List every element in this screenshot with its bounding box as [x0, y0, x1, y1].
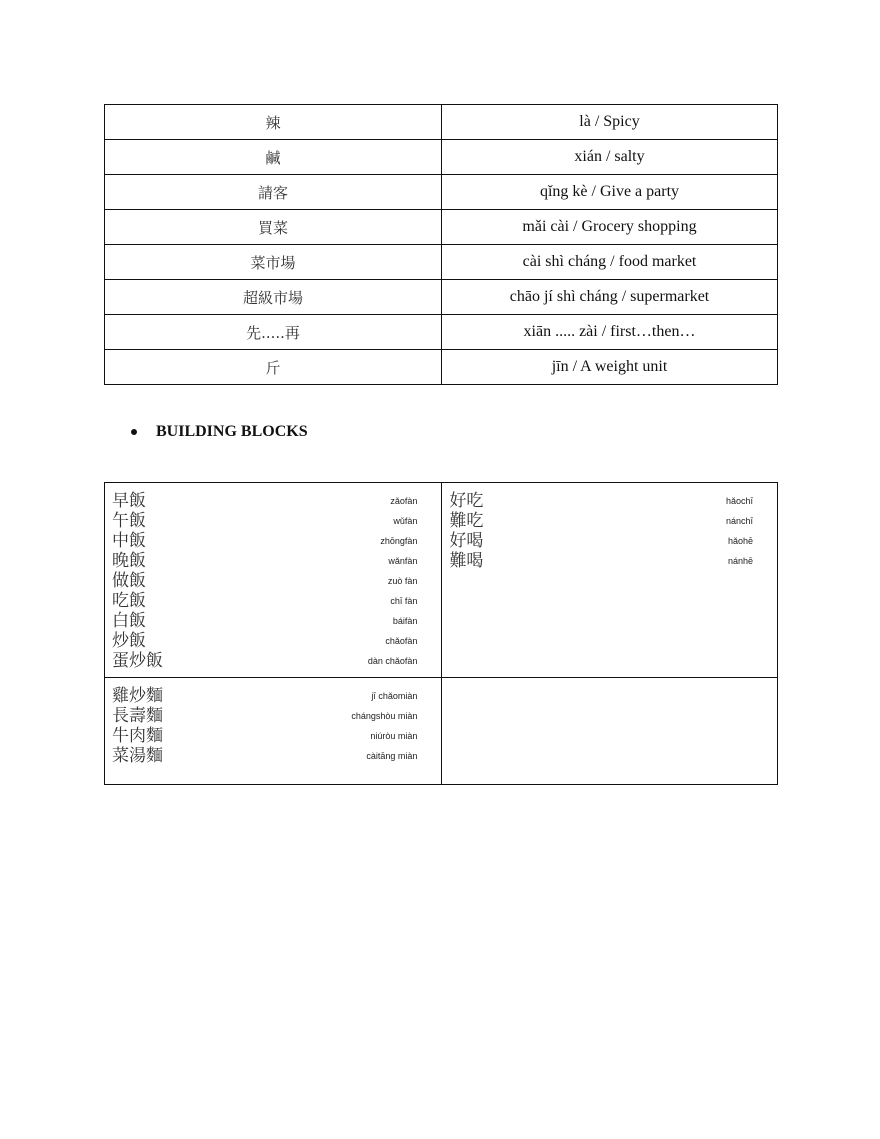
hanzi: 白飯 — [112, 611, 146, 631]
list-item — [112, 511, 417, 531]
chinese-term: 鹹 — [105, 140, 442, 175]
hanzi: 吃飯 — [112, 591, 146, 611]
mian-cell — [105, 678, 442, 785]
list-item — [112, 611, 417, 631]
pinyin: dàn chǎofàn — [367, 656, 418, 666]
pinyin-translation: chāo jí shì cháng / supermarket — [442, 280, 778, 315]
pinyin-translation: qǐng kè / Give a party — [442, 175, 778, 210]
hanzi: 菜湯麵 — [112, 746, 163, 766]
chinese-term: 請客 — [105, 175, 442, 210]
list-item — [449, 491, 753, 511]
chinese-term: 超級市場 — [105, 280, 442, 315]
pinyin: niúròu miàn — [370, 731, 418, 741]
hanzi: 蛋炒飯 — [112, 651, 163, 671]
table-row — [105, 210, 778, 245]
pinyin-translation: mǎi cài / Grocery shopping — [442, 210, 778, 245]
table-row — [105, 678, 778, 785]
hanzi: 做飯 — [112, 571, 146, 591]
list-item — [112, 571, 417, 591]
pinyin: càitāng miàn — [366, 751, 418, 761]
section-heading — [131, 423, 308, 441]
pinyin: chǎofàn — [385, 636, 418, 646]
pinyin: wǔfàn — [393, 516, 418, 526]
pinyin: chī fàn — [390, 596, 418, 606]
list-item — [112, 591, 417, 611]
pinyin: báifàn — [392, 616, 418, 626]
table-row — [105, 140, 778, 175]
table-row — [105, 245, 778, 280]
list-item — [112, 651, 417, 671]
hanzi: 長壽麵 — [112, 706, 163, 726]
chinese-term: 先.....再 — [105, 315, 442, 350]
pinyin: jī chǎomiàn — [371, 691, 418, 701]
table-row — [105, 280, 778, 315]
hanzi: 早飯 — [112, 491, 146, 511]
pinyin: chángshòu miàn — [351, 711, 418, 721]
taste-cell — [442, 483, 778, 678]
pinyin: zuò fàn — [387, 576, 418, 586]
hanzi: 難喝 — [449, 551, 484, 571]
hanzi: 中飯 — [112, 531, 146, 551]
pinyin-translation: cài shì cháng / food market — [442, 245, 778, 280]
list-item — [449, 551, 753, 571]
list-item — [112, 686, 417, 706]
pinyin: nánhē — [727, 556, 753, 566]
hanzi: 好喝 — [449, 531, 484, 551]
chinese-term: 買菜 — [105, 210, 442, 245]
list-item — [449, 531, 753, 551]
table-row — [105, 105, 778, 140]
pinyin: hǎochī — [725, 496, 753, 506]
pinyin-translation: là / Spicy — [442, 105, 778, 140]
hanzi: 牛肉麵 — [112, 726, 163, 746]
list-item — [112, 551, 417, 571]
list-item — [112, 531, 417, 551]
list-item — [449, 511, 753, 531]
table-row — [105, 315, 778, 350]
hanzi: 晚飯 — [112, 551, 146, 571]
vocabulary-table — [104, 104, 778, 385]
chinese-term: 菜市場 — [105, 245, 442, 280]
hanzi: 難吃 — [449, 511, 484, 531]
list-item — [112, 726, 417, 746]
table-row — [105, 483, 778, 678]
hanzi: 好吃 — [449, 491, 484, 511]
table-row — [105, 175, 778, 210]
pinyin: zǎofàn — [390, 496, 418, 506]
empty-cell — [442, 678, 778, 785]
list-item — [112, 631, 417, 651]
pinyin: nánchī — [725, 516, 753, 526]
pinyin: wǎnfàn — [388, 556, 418, 566]
chinese-term: 辣 — [105, 105, 442, 140]
building-blocks-table — [104, 482, 778, 785]
pinyin-translation: xián / salty — [442, 140, 778, 175]
hanzi: 午飯 — [112, 511, 146, 531]
chinese-term: 斤 — [105, 350, 442, 385]
pinyin-translation: xiān ..... zài / first…then… — [442, 315, 778, 350]
pinyin: zhōngfàn — [380, 536, 418, 546]
fan-cell — [105, 483, 442, 678]
list-item — [112, 491, 417, 511]
list-item — [112, 746, 417, 766]
table-row — [105, 350, 778, 385]
hanzi: 炒飯 — [112, 631, 146, 651]
pinyin-translation: jīn / A weight unit — [442, 350, 778, 385]
bullet-icon — [131, 429, 137, 435]
list-item — [112, 706, 417, 726]
hanzi: 雞炒麵 — [112, 686, 163, 706]
pinyin: hǎohē — [727, 536, 753, 546]
section-heading-text: BUILDING BLOCKS — [156, 423, 308, 440]
